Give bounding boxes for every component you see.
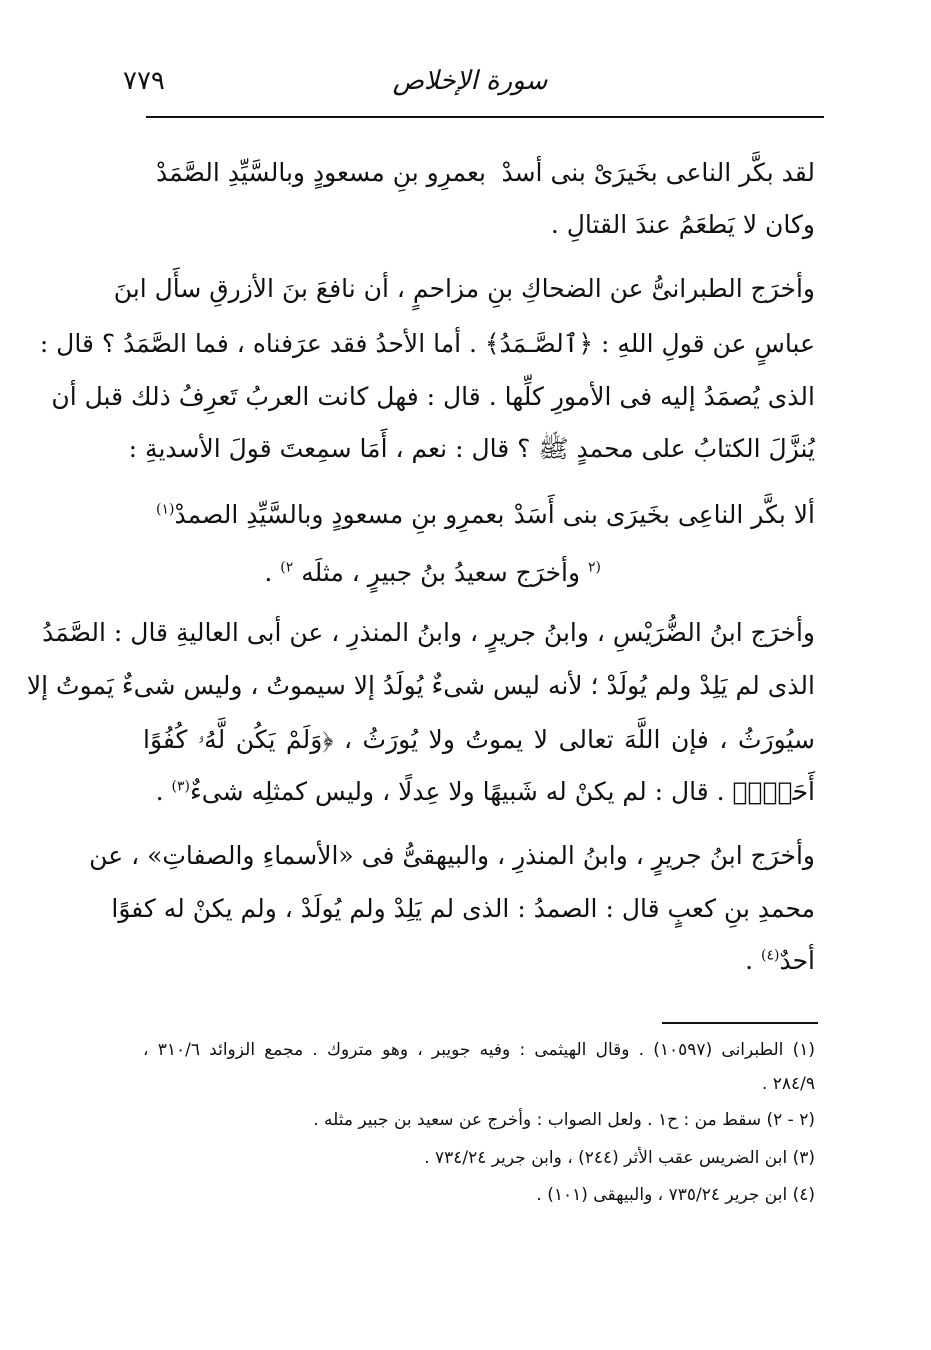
- poem1-hemistich-left: بعمرِو بنِ مسعودٍ وبالسَّيِّدِ الصَّمَدْ: [156, 158, 486, 187]
- footnote-rule: [662, 1022, 818, 1024]
- footnote-marker-1: (١): [156, 501, 175, 518]
- para1-line-1: وأخرَج الطبرانىُّ عن الضحاكِ بنِ مزاحمٍ ، أن نافعَ بنَ الأزرقِ سأَل ابنَ: [113, 274, 815, 303]
- para1-line-3: الذى يُصمَدُ إليه فى الأمورِ كلِّها . قال : فهل كانت العربُ تَعرِفُ ذلك قبل أن: [51, 382, 815, 411]
- footnote-1-cont: ٢٨٤/٩ .: [761, 1074, 815, 1094]
- para1-line-4: يُنزَّلَ الكتابُ على محمدٍ ﷺ ؟ قال : نعم ، أَمَا سمِعتَ قولَ الأسديةِ :: [128, 434, 815, 463]
- poem1-continuation: وكان لا يَطعَمُ عندَ القتالِ .: [550, 210, 815, 239]
- para4-line-2: محمدِ بنِ كعبٍ قال : الصمدُ : الذى لم يَلِدْ ولم يُولَدْ ، ولم يكنْ له كفوًا: [111, 894, 815, 923]
- footnote-marker-4: (٤): [761, 947, 780, 964]
- footnote-4: (٤) ابن جرير ٧٣٥/٢٤ ، والبيهقى (١٠١) .: [536, 1185, 815, 1205]
- para1-line-2: عباسٍ عن قولِ اللهِ : ﴿ٱلصَّـمَدُ﴾ . أما الأحدُ فقد عرَفناه ، فما الصَّمَدُ ؟ قال :: [39, 329, 815, 358]
- footnote-2: (٢ - ٢) سقط من : ح١ . ولعل الصواب : وأخرج عن سعيد بن جبير مثله .: [313, 1110, 815, 1130]
- poem2-hemistich-right: ألا بكَّر الناعِى بخَيرَى بنى أَسَدْ: [513, 500, 815, 529]
- para4-line-3: [745, 948, 815, 973]
- page-number: ٧٧٩: [123, 66, 165, 96]
- para4-end: .: [745, 946, 754, 975]
- para2-line: [264, 560, 601, 585]
- para4-line-1: وأخرَج ابنُ جريرٍ ، وابنُ المنذرِ ، والبيهقىُّ فى «الأسماءِ والصفاتِ» ، عن: [89, 841, 815, 870]
- para2-end: .: [264, 558, 273, 587]
- para3-line-2: الذى لم يَلِدْ ولم يُولَدْ ؛ لأنه ليس شىءٌ يُولَدُ إلا سيموتُ ، وليس شىءٌ يَموتُ إلا: [26, 671, 815, 700]
- poem1-hemistich-right: لقد بكَّر الناعى بخَيرَىْ بنى أسدْ: [501, 158, 815, 187]
- footnote-3: (٣) ابن الضريس عقب الأثر (٢٤٤) ، وابن جرير ٧٣٤/٢٤ .: [424, 1148, 815, 1168]
- footnote-marker-3: (٣): [171, 778, 190, 795]
- footnote-marker-2-open: (٢: [588, 559, 601, 576]
- footnote-1: (١) الطبرانى (١٠٥٩٧) . وقال الهيثمى : وفيه جويبر ، وهو متروك . مجمع الزوائد ٣١٠/٦ ،: [143, 1040, 816, 1060]
- footnote-marker-2-close: ٢): [280, 559, 294, 576]
- para3-line-4: [156, 779, 815, 804]
- poem2-hemistich-left: [156, 500, 504, 529]
- para3-line-1: وأخرَج ابنُ الضُّرَيْسِ ، وابنُ جريرٍ ، وابنُ المنذرِ ، عن أبى العاليةِ قال : الصَّمَدُ: [42, 618, 815, 647]
- poem2-hemistich-left-text: بعمرِو بنِ مسعودٍ وبالسَّيِّدِ الصمدْ: [174, 500, 505, 529]
- surah-title: سورة الإخلاص: [392, 66, 548, 96]
- para3-line-3: سيُورَثُ ، فإن اللَّهَ تعالى لا يموتُ ولا يُورَثُ ، ﴿وَلَمْ يَكُن لَّهُۥ كُفُوًا: [143, 725, 815, 754]
- para3-end: .: [155, 777, 164, 806]
- para3-line-4-text: أَحَدٌۢ﴾ . قال : لم يكنْ له شَبيهًا ولا عِدلًا ، وليس كمثلِه شىءٌ: [190, 777, 815, 806]
- para2-text: وأخرَج سعيدُ بنُ جبيرٍ ، مثلَه: [301, 558, 581, 587]
- header-rule: [146, 116, 824, 118]
- para4-line-3-text: أحدٌ: [779, 946, 815, 975]
